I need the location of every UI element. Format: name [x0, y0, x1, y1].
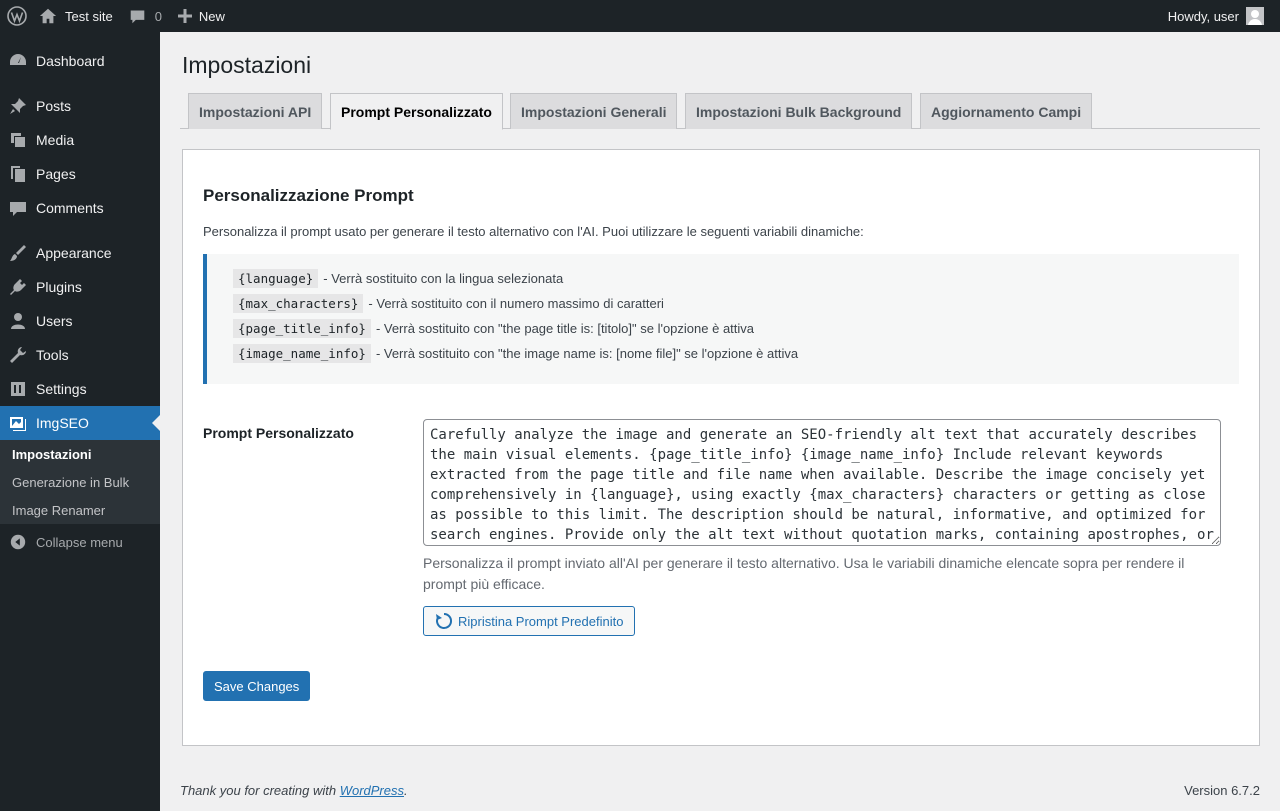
- wrench-icon: [0, 345, 36, 365]
- variable-code: {max_characters}: [233, 294, 363, 313]
- avatar: [1246, 7, 1264, 25]
- sidebar-item-pages[interactable]: Pages: [0, 157, 160, 191]
- site-name-label: Test site: [65, 8, 113, 24]
- tab-impostazioni-bulk-background[interactable]: Impostazioni Bulk Background: [685, 93, 912, 129]
- imgseo-submenu: [0, 440, 160, 524]
- dashboard-icon: [0, 51, 36, 71]
- variable-row: [233, 266, 1239, 291]
- submenu-item-image-renamer[interactable]: Image Renamer: [12, 502, 106, 518]
- sidebar-item-settings[interactable]: Settings: [0, 372, 160, 406]
- sidebar-item-appearance[interactable]: Appearance: [0, 236, 160, 270]
- footer-version: Version 6.7.2: [1184, 783, 1260, 798]
- sidebar-item-tools[interactable]: Tools: [0, 338, 160, 372]
- images-icon: [0, 413, 36, 433]
- reset-prompt-label: Ripristina Prompt Predefinito: [458, 613, 624, 629]
- variable-description: - Verrà sostituito con il numero massimo di caratteri: [368, 296, 664, 311]
- save-changes-button[interactable]: Save Changes: [203, 671, 310, 701]
- comments-count: 0: [154, 8, 162, 24]
- wordpress-link[interactable]: WordPress: [339, 783, 404, 798]
- collapse-menu-button[interactable]: [0, 525, 160, 559]
- section-heading: Personalizzazione Prompt: [203, 186, 414, 205]
- variables-box: [203, 254, 1239, 384]
- pin-icon: [0, 96, 36, 116]
- settings-panel: [182, 149, 1260, 746]
- settings-tabs: [180, 93, 1260, 129]
- collapse-menu-label: Collapse menu: [36, 534, 123, 550]
- sidebar-item-comments[interactable]: Comments: [0, 191, 160, 225]
- user-icon: [0, 311, 36, 331]
- admin-bar: [0, 0, 1280, 32]
- sidebar-item-users[interactable]: Users: [0, 304, 160, 338]
- variable-row: [233, 316, 1239, 341]
- main-content: [160, 32, 1280, 811]
- variable-code: {language}: [233, 269, 318, 288]
- home-icon: [39, 7, 57, 25]
- page-title: Impostazioni: [182, 52, 312, 78]
- variable-row: [233, 341, 1239, 366]
- admin-sidebar: [0, 32, 160, 811]
- sidebar-item-imgseo[interactable]: ImgSEO: [0, 406, 160, 440]
- comment-bubble-icon: [129, 8, 146, 25]
- custom-prompt-textarea[interactable]: [423, 419, 1221, 546]
- section-intro: Personalizza il prompt usato per generare il testo alternativo con l'AI. Puoi utilizzare le seguenti variabili dinamiche:: [203, 224, 864, 239]
- media-icon: [0, 130, 36, 150]
- new-content-link[interactable]: [170, 0, 233, 32]
- comments-link[interactable]: [121, 0, 170, 32]
- prompt-field-description: Personalizza il prompt inviato all'AI per generare il testo alternativo. Usa le variabili dinamiche elencate sopra per rendere il prompt più efficace.: [423, 555, 1185, 592]
- collapse-arrow-icon: [0, 533, 36, 551]
- sliders-icon: [0, 379, 36, 399]
- comment-icon: [0, 198, 36, 218]
- reset-prompt-button[interactable]: [423, 606, 635, 636]
- undo-icon: [434, 611, 454, 631]
- variable-description: - Verrà sostituito con "the image name is: [nome file]" se l'opzione è attiva: [375, 346, 799, 361]
- variable-row: [233, 291, 1239, 316]
- howdy-label: Howdy, user: [1167, 8, 1239, 24]
- new-label: New: [198, 8, 225, 24]
- sidebar-item-dashboard[interactable]: Dashboard: [0, 44, 160, 78]
- my-account-link[interactable]: [1160, 0, 1272, 32]
- tab-prompt-personalizzato[interactable]: Prompt Personalizzato: [330, 93, 503, 130]
- sidebar-item-plugins[interactable]: Plugins: [0, 270, 160, 304]
- tab-impostazioni-generali[interactable]: Impostazioni Generali: [510, 93, 677, 129]
- prompt-field-label: Prompt Personalizzato: [203, 425, 354, 441]
- variable-description: - Verrà sostituito con "the page title is: [titolo]" se l'opzione è attiva: [375, 321, 755, 336]
- variable-code: {image_name_info}: [233, 344, 371, 363]
- tab-impostazioni-api[interactable]: Impostazioni API: [188, 93, 322, 129]
- brush-icon: [0, 243, 36, 263]
- footer-thanks: Thank you for creating with WordPress.: [180, 783, 408, 798]
- plug-icon: [0, 277, 36, 297]
- sidebar-item-posts[interactable]: Posts: [0, 89, 160, 123]
- sidebar-item-media[interactable]: Media: [0, 123, 160, 157]
- pages-icon: [0, 164, 36, 184]
- submenu-item-generazione-in-bulk[interactable]: Generazione in Bulk: [12, 474, 130, 490]
- submenu-item-impostazioni[interactable]: Impostazioni: [12, 446, 92, 462]
- variable-code: {page_title_info}: [233, 319, 371, 338]
- plus-icon: [178, 9, 192, 23]
- tab-aggiornamento-campi[interactable]: Aggiornamento Campi: [920, 93, 1092, 129]
- wordpress-logo-icon[interactable]: [0, 0, 33, 32]
- site-name-link[interactable]: [33, 0, 121, 32]
- variable-description: - Verrà sostituito con la lingua selezionata: [323, 271, 564, 286]
